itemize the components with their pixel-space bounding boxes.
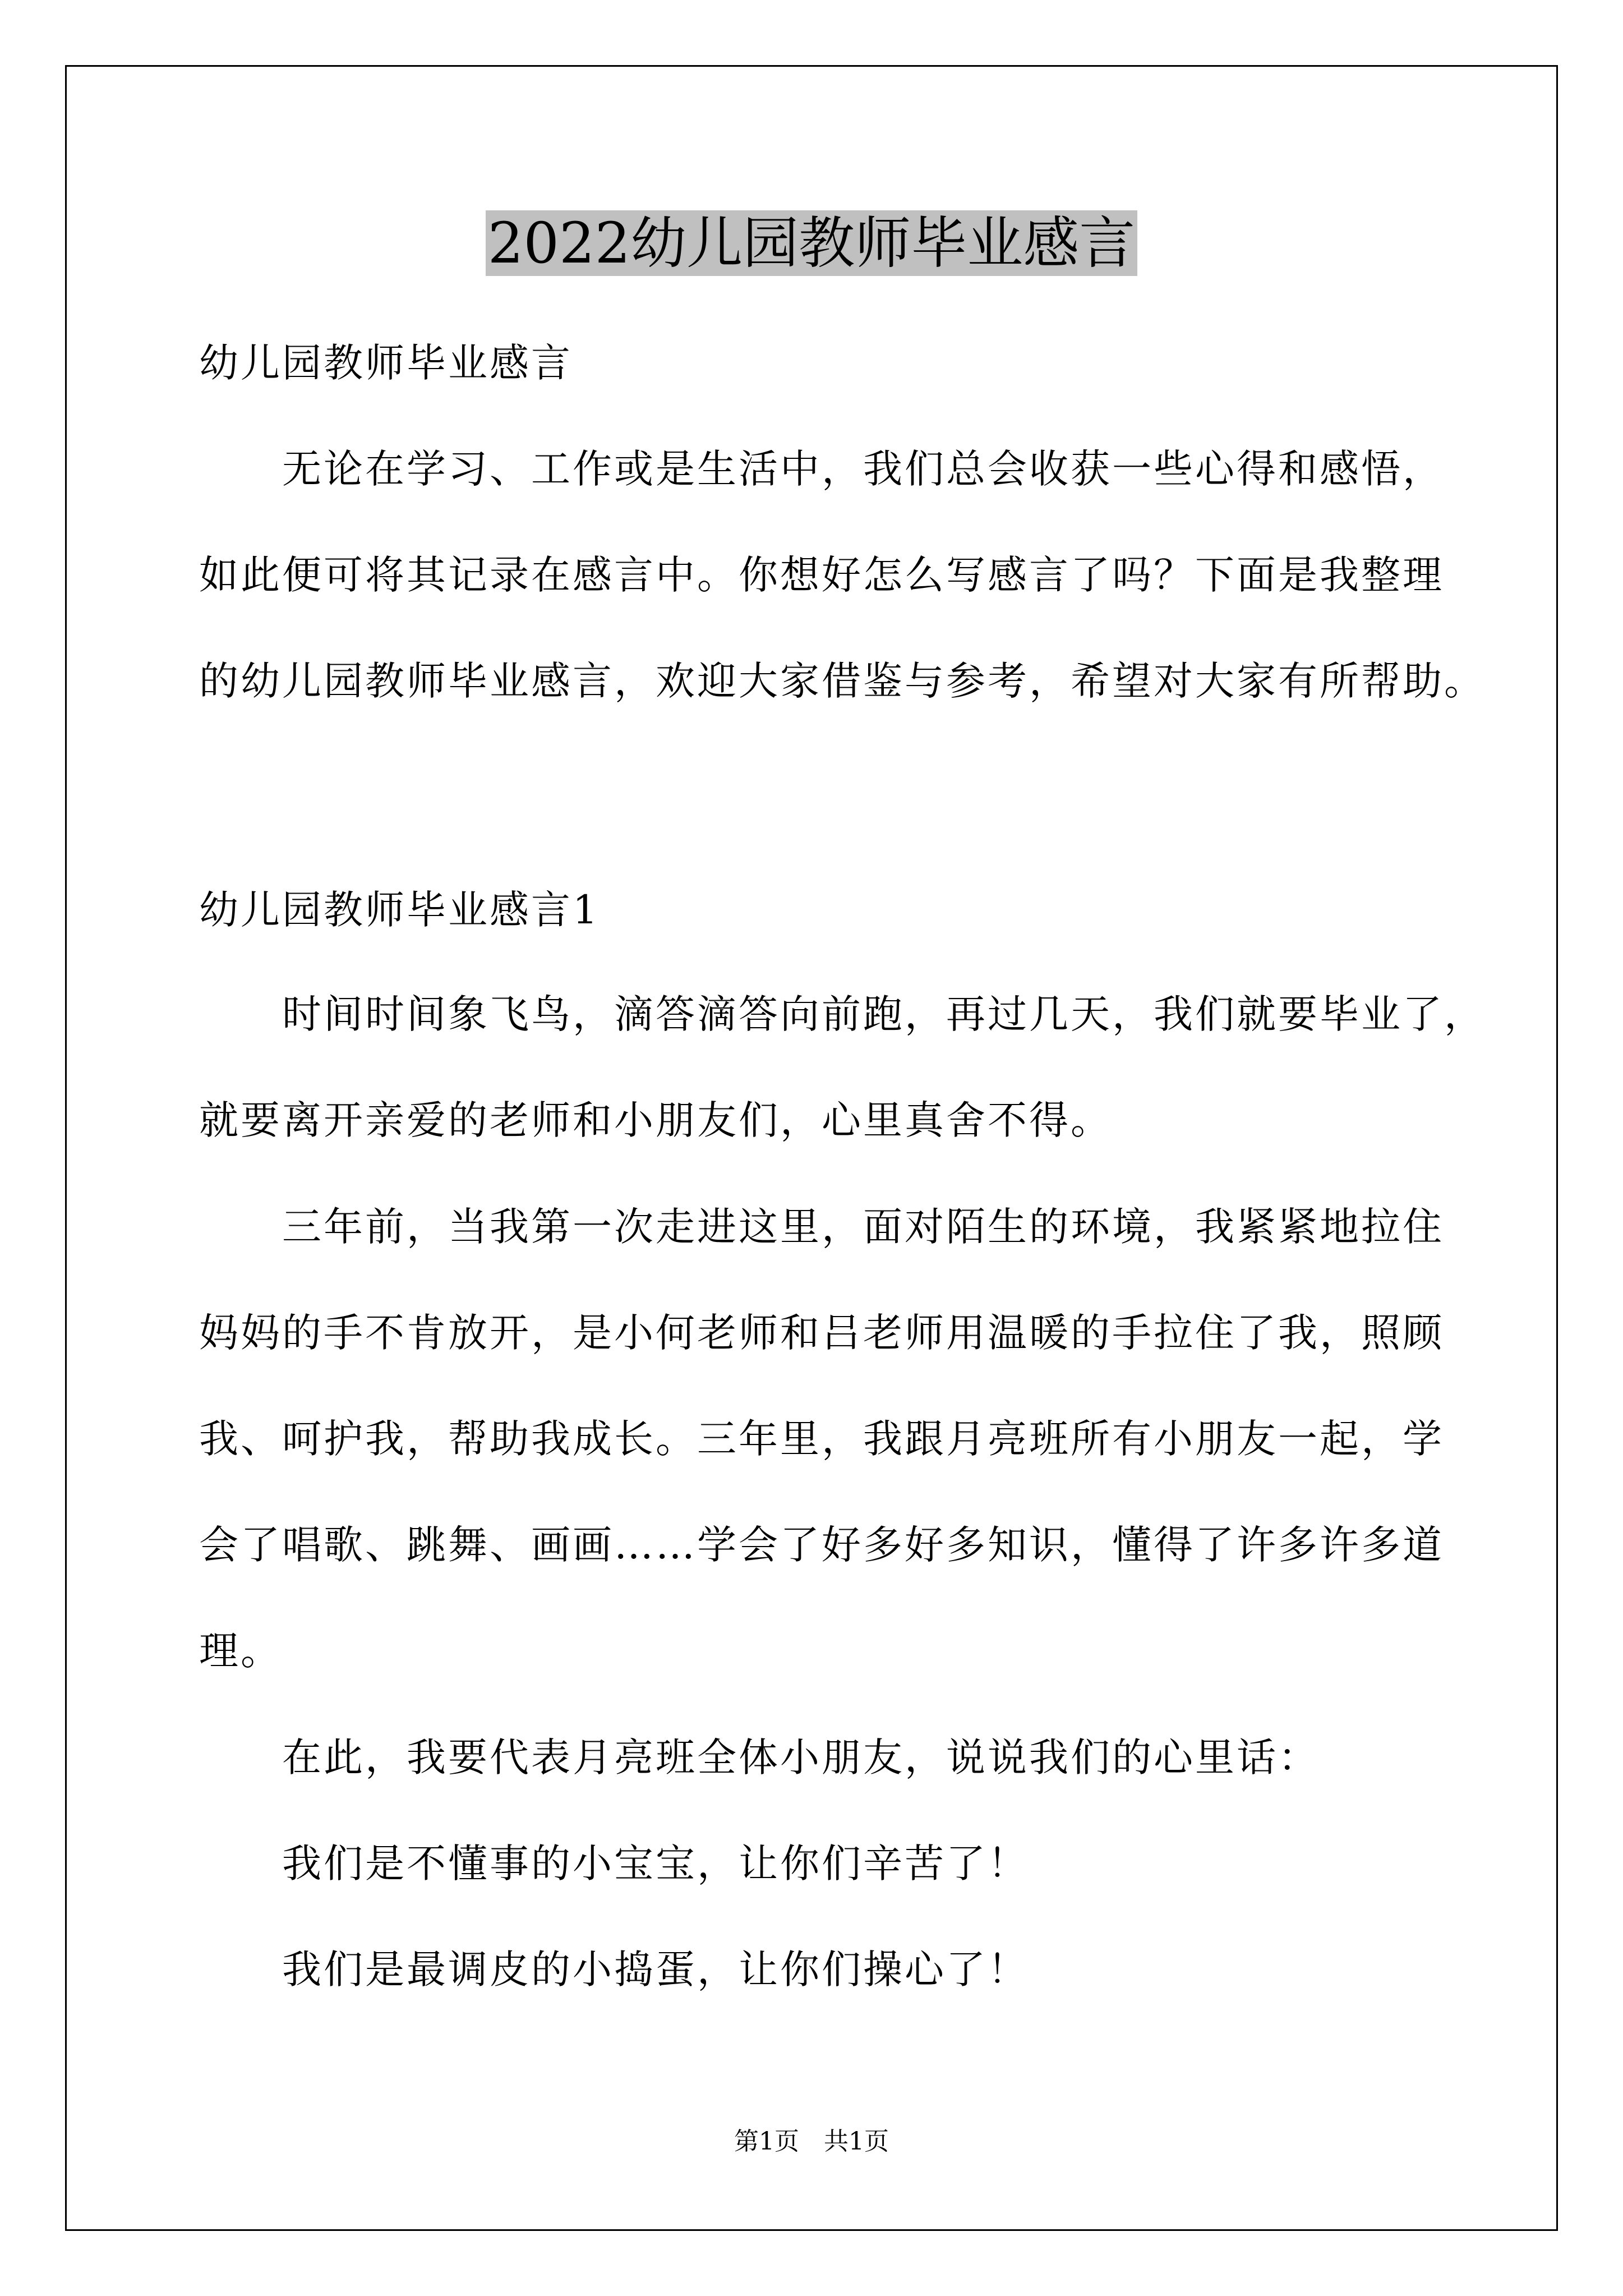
paragraph-line: 会了唱歌、跳舞、画画……学会了好多好多知识，懂得了许多许多道 <box>199 1522 1444 1568</box>
section-heading: 幼儿园教师毕业感言1 <box>199 887 600 933</box>
page-footer: 第1页 共1页 <box>734 2127 889 2156</box>
document-title <box>0 204 1623 283</box>
paragraph-line: 理。 <box>199 1628 282 1674</box>
title-highlight: 2022幼儿园教师毕业感言 <box>486 210 1138 276</box>
paragraph-line: 我们是最调皮的小捣蛋，让你们操心了！ <box>282 1947 1029 1993</box>
paragraph-line: 如此便可将其记录在感言中。你想好怎么写感言了吗？下面是我整理 <box>199 552 1444 598</box>
section-heading: 幼儿园教师毕业感言 <box>199 340 573 386</box>
paragraph-line: 我、呵护我，帮助我成长。三年里，我跟月亮班所有小朋友一起，学 <box>199 1416 1444 1462</box>
paragraph-line: 在此，我要代表月亮班全体小朋友，说说我们的心里话： <box>282 1734 1320 1780</box>
paragraph-line: 无论在学习、工作或是生活中，我们总会收获一些心得和感悟， <box>282 446 1444 492</box>
paragraph-line: 的幼儿园教师毕业感言，欢迎大家借鉴与参考，希望对大家有所帮助。 <box>199 658 1486 704</box>
paragraph-line: 就要离开亲爱的老师和小朋友们，心里真舍不得。 <box>199 1097 1112 1143</box>
paragraph-line: 三年前，当我第一次走进这里，面对陌生的环境，我紧紧地拉住 <box>282 1204 1444 1250</box>
paragraph-line: 妈妈的手不肯放开，是小何老师和吕老师用温暖的手拉住了我，照顾 <box>199 1310 1444 1356</box>
paragraph-line: 时间时间象飞鸟，滴答滴答向前跑，再过几天，我们就要毕业了， <box>282 991 1486 1037</box>
paragraph-line: 我们是不懂事的小宝宝，让你们辛苦了！ <box>282 1841 1029 1887</box>
